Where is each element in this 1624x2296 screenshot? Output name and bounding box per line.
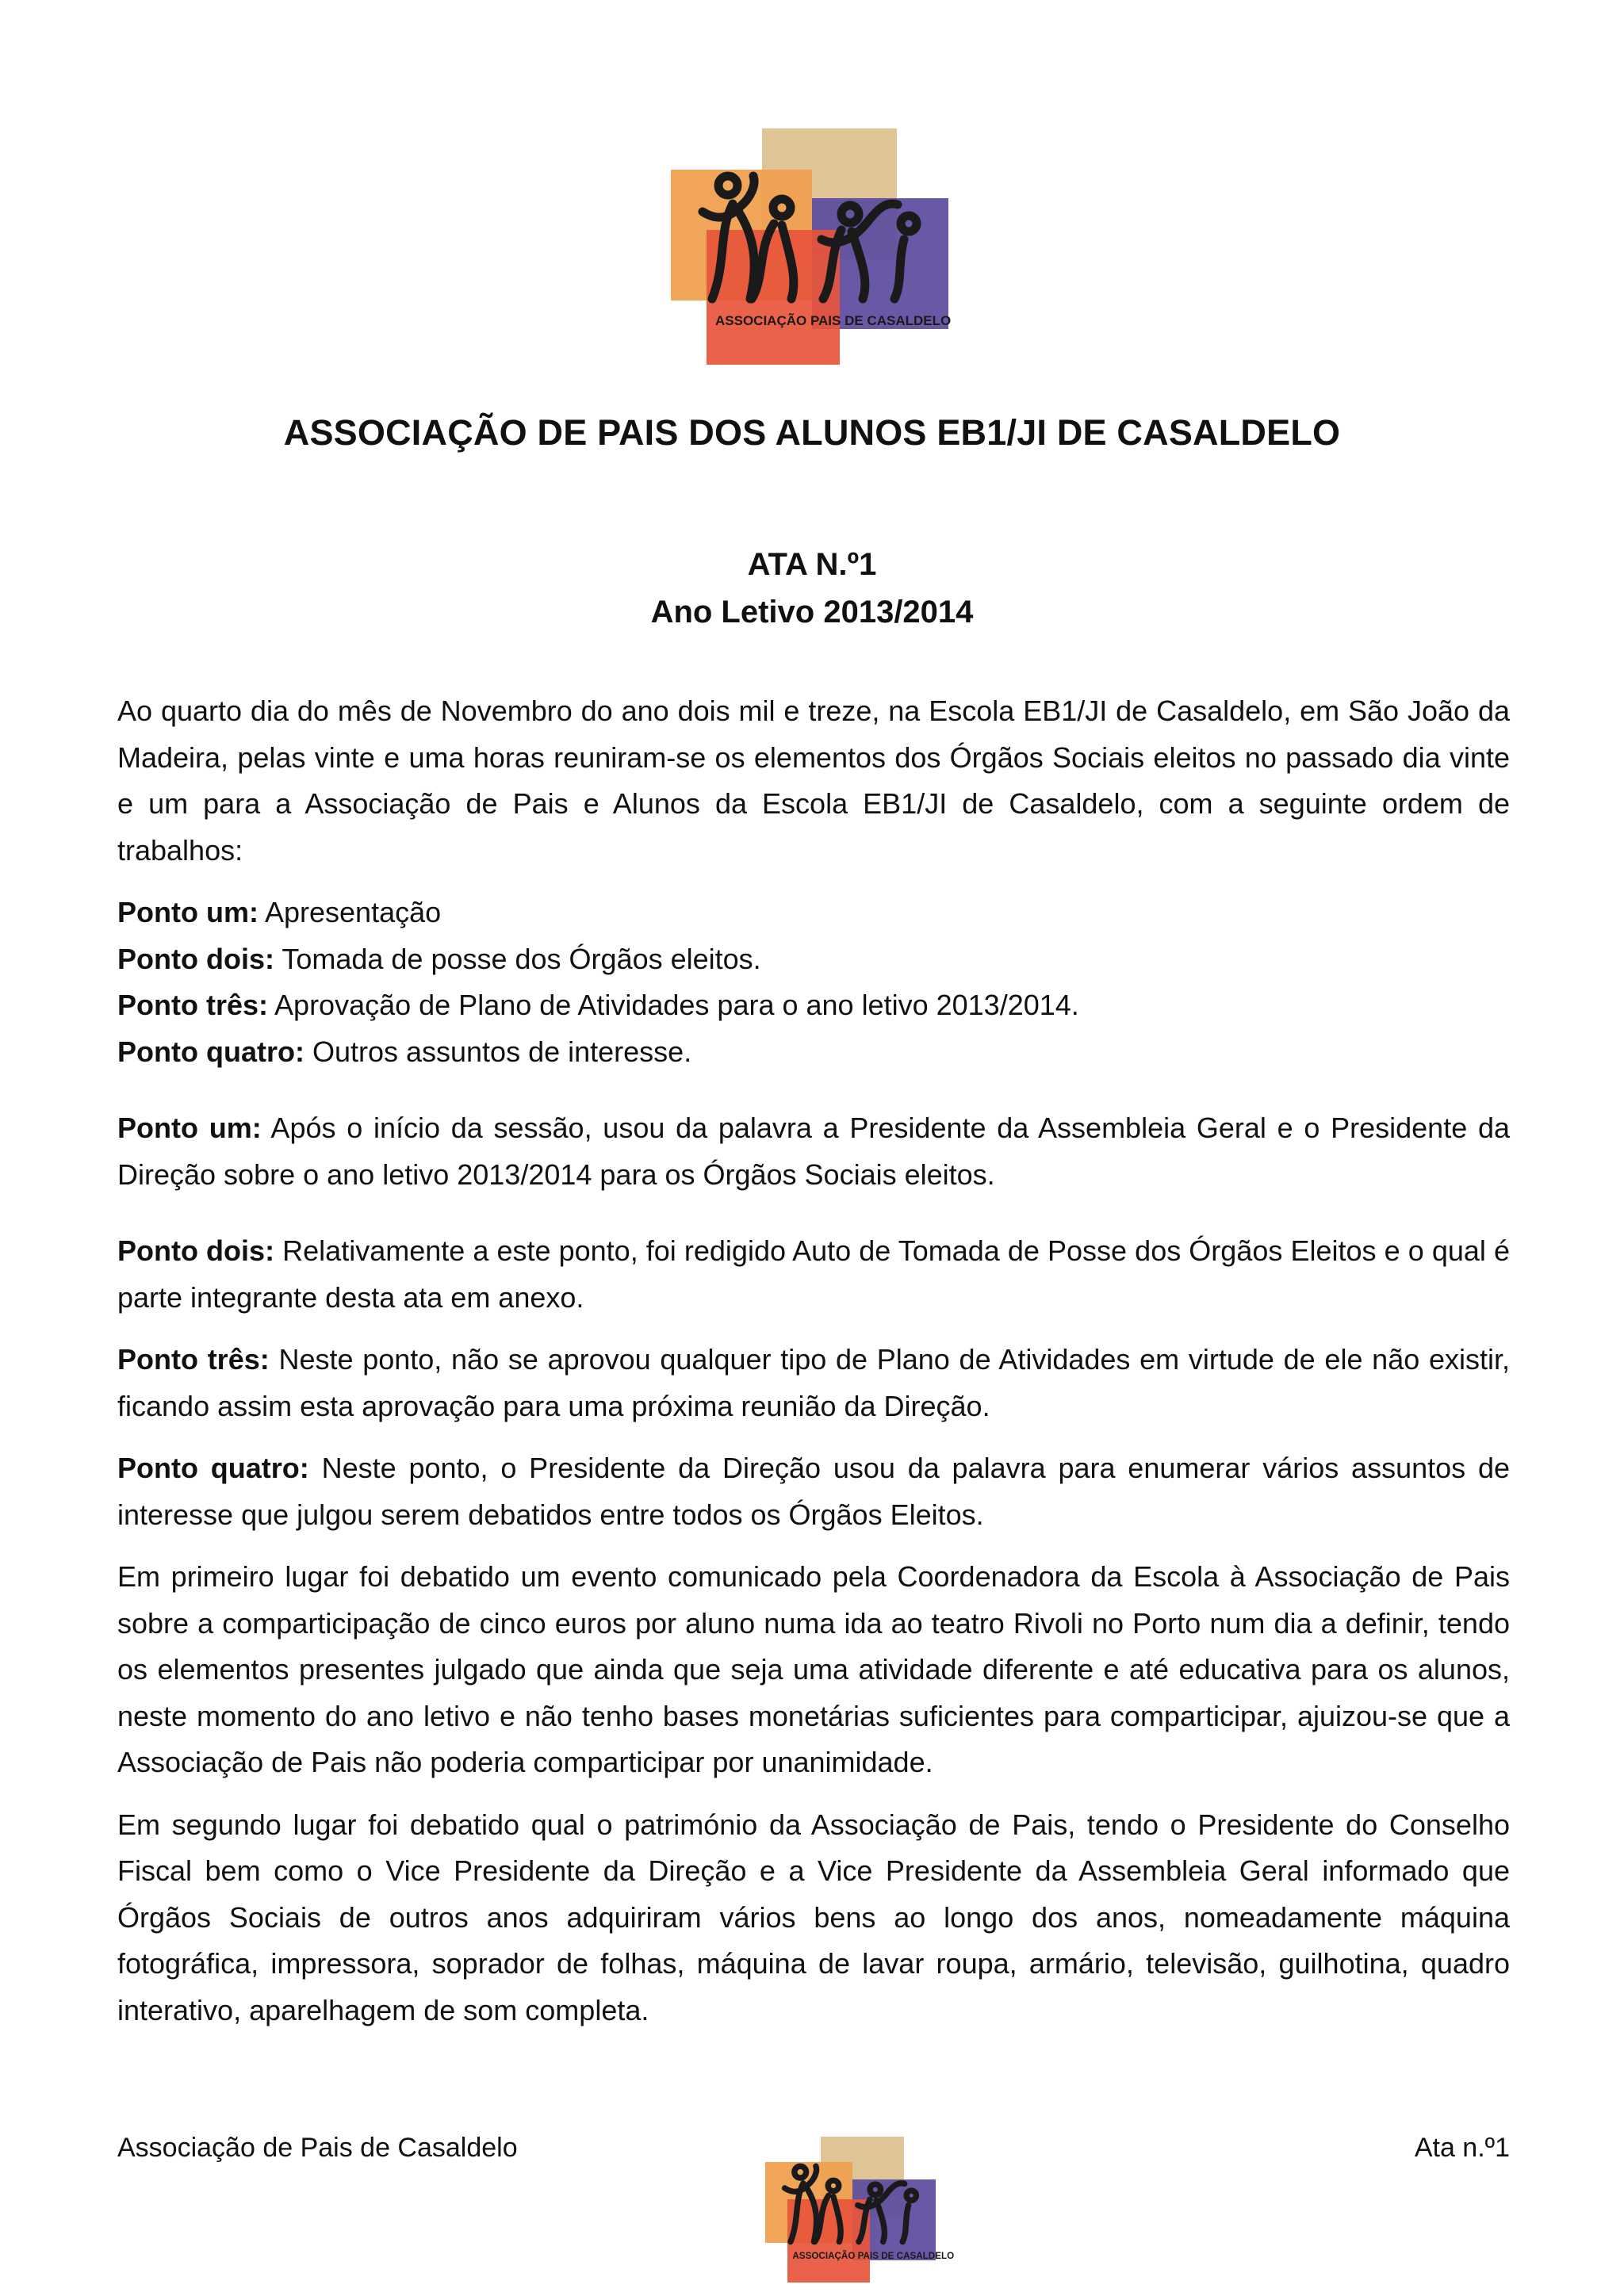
agenda-item [117, 890, 1510, 936]
agenda-text: Aprovação de Plano de Atividades para o ano letivo 2013/2014. [268, 989, 1079, 1021]
footer-association: Associação de Pais de Casaldelo [117, 2133, 518, 2163]
point-text: Após o início da sessão, usou da palavra a Presidente da Assembleia Geral e o Presidente da Direção sobre o ano letivo 2013/2014 para os Órgãos Sociais eleitos. [117, 1112, 1510, 1191]
logo-text: ASSOCIAÇÃO PAIS DE CASALDELO [792, 2251, 955, 2262]
footer-minutes-number: Ata n.º1 [1414, 2133, 1510, 2163]
logo-figures-icon [765, 2137, 955, 2283]
agenda-label: Ponto quatro: [117, 1035, 304, 1068]
point-paragraph [117, 1228, 1510, 1321]
body-paragraph: Em segundo lugar foi debatido qual o património da Associação de Pais, tendo o Presidente do Conselho Fiscal bem como o Vice Presidente da Direção e a Vice Presidente da Assembleia Geral informado que Órgãos Sociais de outros anos adquiriram vários bens ao longo dos anos, nomeadamente máquina fotográfica, impressora, soprador de folhas, máquina de lavar roupa, armário, televisão, guilhotina, quadro interativo, aparelhagem de som completa. [117, 1808, 1510, 2026]
logo-figures-icon [671, 128, 952, 365]
agenda-text: Tomada de posse dos Órgãos eleitos. [274, 942, 761, 975]
point-label: Ponto três: [117, 1343, 270, 1376]
agenda-item [117, 936, 1510, 983]
association-logo [671, 128, 952, 365]
minutes-number: ATA N.º1 [747, 547, 877, 582]
point-paragraph [117, 1337, 1510, 1429]
point-paragraph [117, 1105, 1510, 1198]
intro-paragraph: Ao quarto dia do mês de Novembro do ano dois mil e treze, na Escola EB1/JI de Casaldelo, em São João da Madeira, pelas vinte e uma horas reuniram-se os elementos dos Órgãos Sociais eleitos no passado dia vinte e um para a Associação de Pais e Alunos da Escola EB1/JI de Casaldelo, com a seguinte ordem de trabalhos: [117, 695, 1510, 867]
point-text: Relativamente a este ponto, foi redigido Auto de Tomada de Posse dos Órgãos Eleitos e o qual é parte integrante desta ata em anexo. [117, 1234, 1510, 1314]
agenda-label: Ponto um: [117, 896, 259, 928]
agenda-text: Outros assuntos de interesse. [304, 1035, 692, 1068]
point-text: Neste ponto, não se aprovou qualquer tipo de Plano de Atividades em virtude de ele não existir, ficando assim esta aprovação para uma próxima reunião da Direção. [117, 1343, 1510, 1422]
point-label: Ponto um: [117, 1112, 262, 1144]
point-text: Neste ponto, o Presidente da Direção usou da palavra para enumerar vários assuntos de interesse que julgou serem debatidos entre todos os Órgãos Eleitos. [117, 1452, 1510, 1531]
document-body [117, 688, 1510, 2034]
logo-text: ASSOCIAÇÃO PAIS DE CASALDELO [715, 313, 952, 328]
page-title: ASSOCIAÇÃO DE PAIS DOS ALUNOS EB1/JI DE CASALDELO [283, 412, 1341, 453]
point-label: Ponto quatro: [117, 1452, 309, 1484]
point-paragraph [117, 1445, 1510, 1538]
agenda-text: Apresentação [258, 896, 442, 928]
agenda-label: Ponto dois: [117, 942, 274, 975]
agenda-item [117, 1029, 1510, 1076]
school-year: Ano Letivo 2013/2014 [650, 595, 974, 629]
agenda-label: Ponto três: [117, 989, 269, 1021]
point-label: Ponto dois: [117, 1234, 275, 1267]
agenda-item [117, 982, 1510, 1029]
footer-logo [765, 2137, 955, 2283]
body-paragraph: Em primeiro lugar foi debatido um evento comunicado pela Coordenadora da Escola à Associação de Pais sobre a comparticipação de cinco euros por aluno numa ida ao teatro Rivoli no Porto num dia a definir, tendo os elementos presentes julgado que ainda que seja uma atividade diferente e até educativa para os alunos, neste momento do ano letivo e não tenho bases monetárias suficientes para comparticipar, ajuizou-se que a Associação de Pais não poderia comparticipar por unanimidade. [117, 1560, 1510, 1778]
